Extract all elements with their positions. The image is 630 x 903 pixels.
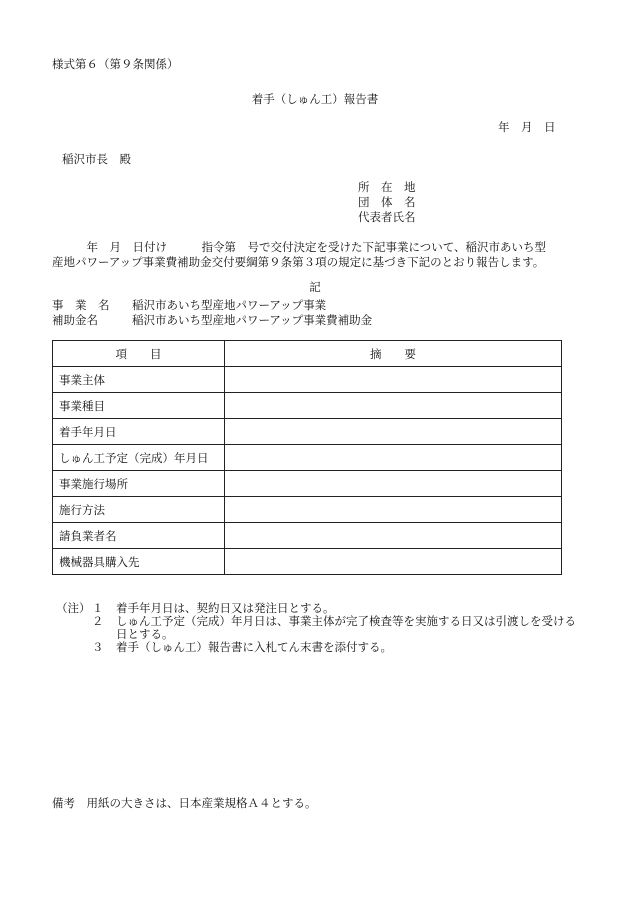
table-row — [53, 523, 562, 549]
date-line: 年 月 日 — [498, 120, 556, 134]
note-number: ３ — [92, 640, 104, 654]
table-header-row — [53, 341, 562, 367]
row-value-cell[interactable] — [225, 367, 562, 393]
project-name-value: 稲沢市あいち型産地パワーアップ事業 — [132, 298, 327, 312]
body-text — [52, 240, 582, 270]
subsidy-name-label: 補助金名 — [52, 313, 98, 327]
project-name-label: 事 業 名 — [52, 298, 110, 312]
body-line-2: 産地パワーアップ事業費補助金交付要綱第９条第３項の規定に基づき下記のとおり報告します。 — [52, 255, 545, 269]
sender-address-label: 所 在 地 — [358, 180, 416, 194]
note-text: 着手年月日は、契約日又は発注日とする。 — [116, 601, 335, 615]
row-value-cell[interactable] — [225, 471, 562, 497]
report-table — [52, 340, 562, 575]
notes — [56, 602, 576, 654]
table-row — [53, 549, 562, 575]
row-label: しゅん工予定（完成）年月日 — [53, 445, 225, 471]
ki-marker: 記 — [309, 280, 321, 294]
table-row — [53, 419, 562, 445]
sender-organization-label: 団 体 名 — [358, 195, 416, 209]
row-label: 事業施行場所 — [53, 471, 225, 497]
note-item — [56, 641, 576, 654]
project-name-row — [52, 298, 372, 313]
row-label: 機械器具購入先 — [53, 549, 225, 575]
table-row — [53, 393, 562, 419]
table-row — [53, 445, 562, 471]
form-number: 様式第６（第９条関係） — [52, 57, 179, 71]
row-value-cell[interactable] — [225, 419, 562, 445]
remarks: 備考 用紙の大きさは、日本産業規格Ａ４とする。 — [52, 796, 317, 810]
row-label: 事業主体 — [53, 367, 225, 393]
table-row — [53, 497, 562, 523]
body-line-1: 年 月 日付け 指令第 号で交付決定を受けた下記事業について、稲沢市あいち型 — [52, 240, 547, 254]
table-row — [53, 471, 562, 497]
row-value-cell[interactable] — [225, 393, 562, 419]
project-info — [52, 298, 372, 328]
note-number: ２ — [92, 614, 104, 628]
sender-representative-label: 代表者氏名 — [358, 210, 416, 224]
row-value-cell[interactable] — [225, 523, 562, 549]
row-value-cell[interactable] — [225, 445, 562, 471]
subsidy-name-row — [52, 313, 372, 328]
addressee: 稲沢市長 殿 — [62, 152, 131, 166]
row-label: 着手年月日 — [53, 419, 225, 445]
sender-block — [358, 180, 416, 225]
note-item — [56, 615, 576, 641]
row-value-cell[interactable] — [225, 549, 562, 575]
header-summary: 摘 要 — [225, 341, 562, 367]
table-row — [53, 367, 562, 393]
row-label: 施行方法 — [53, 497, 225, 523]
note-number: １ — [92, 601, 104, 615]
row-label: 事業種目 — [53, 393, 225, 419]
row-value-cell[interactable] — [225, 497, 562, 523]
note-text: 着手（しゅん工）報告書に入札てん末書を添付する。 — [116, 640, 392, 654]
notes-prefix: （注） — [56, 601, 91, 615]
note-text: しゅん工予定（完成）年月日は、事業主体が完了検査等を実施する日又は引渡しを受ける日とする。 — [116, 614, 576, 641]
header-item: 項 目 — [53, 341, 225, 367]
document-title: 着手（しゅん工）報告書 — [251, 92, 379, 106]
row-label: 請負業者名 — [53, 523, 225, 549]
subsidy-name-value: 稲沢市あいち型産地パワーアップ事業費補助金 — [132, 313, 373, 327]
